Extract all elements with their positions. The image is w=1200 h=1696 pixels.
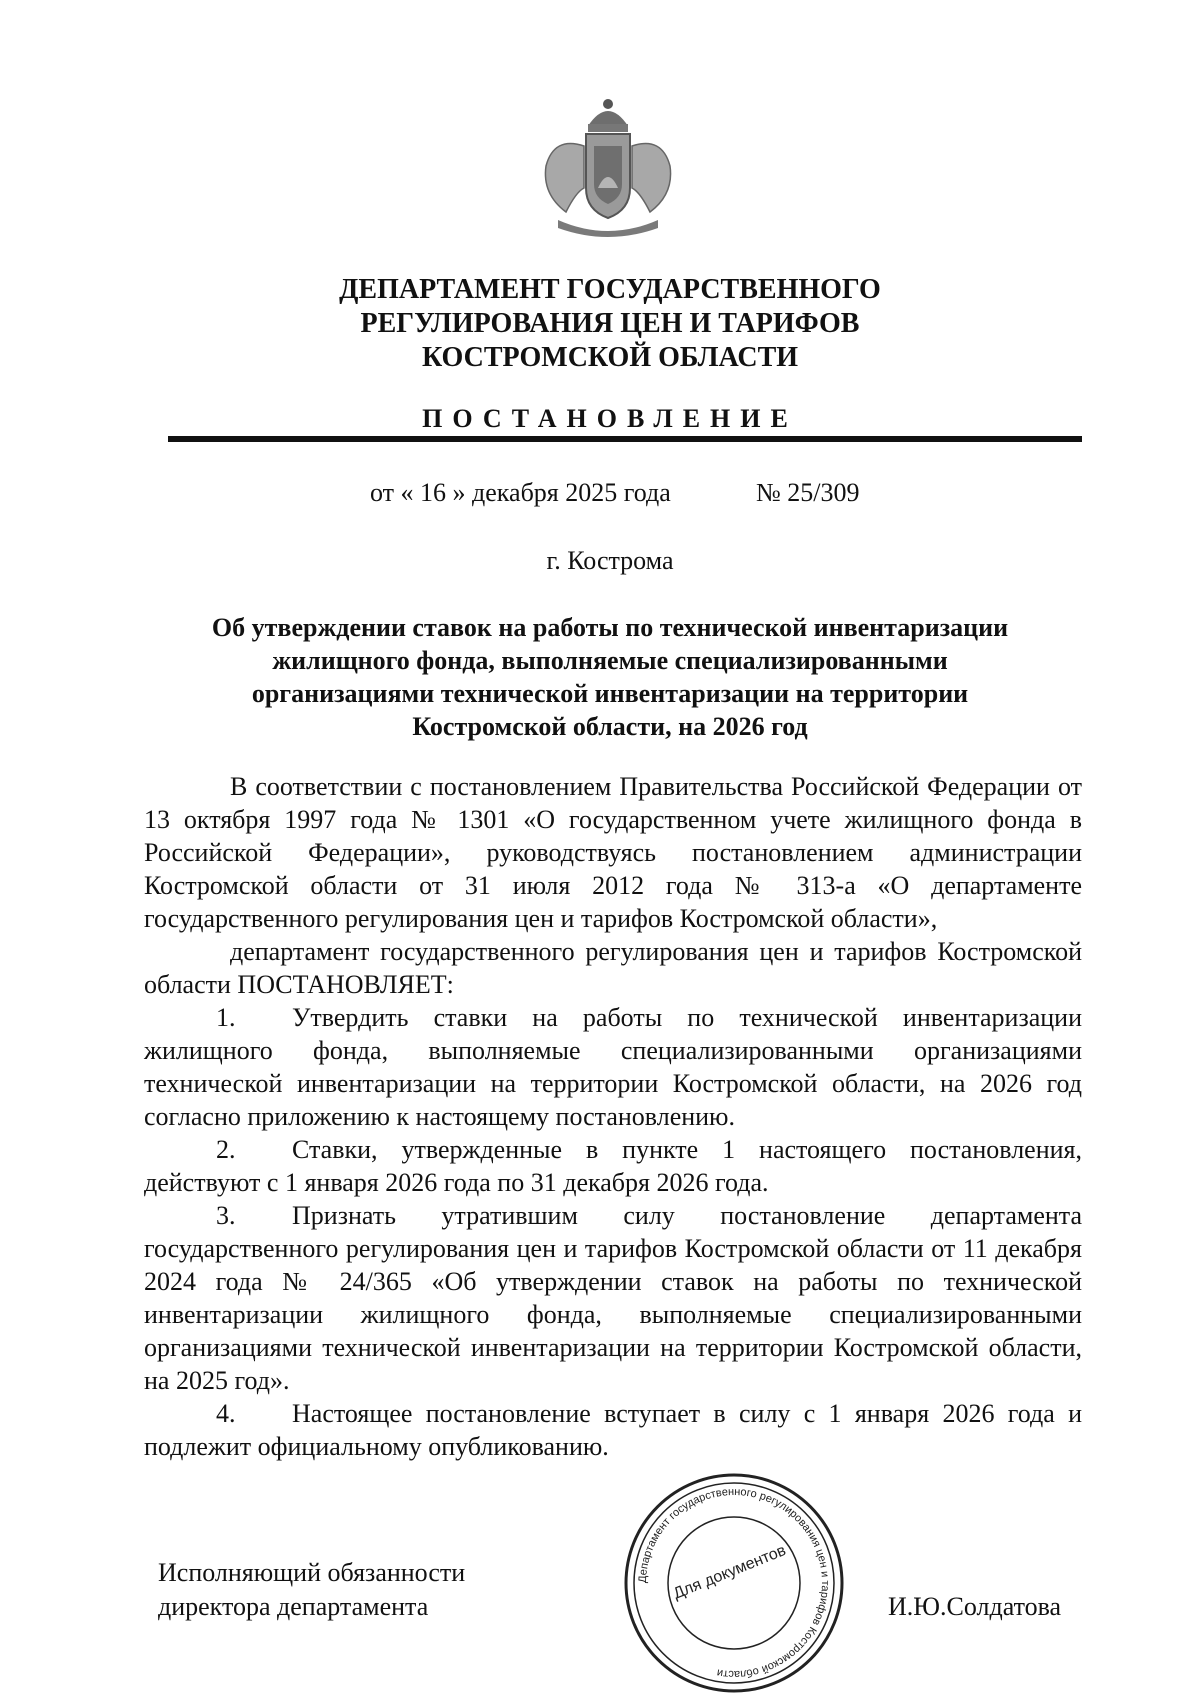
preamble-paragraph: В соответствии с постановлением Правительства Российской Федерации от 13 октября 1997 года № 1301 «О государственном учете жилищного фонда в Российской Федерации», руководствуясь постановлением администрации Костромской области от 31 июля 2012 года № 313-а «О департаменте государственного регулирования цен и тарифов Костромской области», bbox=[144, 772, 1082, 933]
seal-center-text: Для документов bbox=[670, 1542, 789, 1603]
signatory-position-line-1: Исполняющий обязанности bbox=[158, 1558, 466, 1587]
coat-of-arms-emblem bbox=[532, 96, 684, 238]
document-body bbox=[144, 770, 1082, 1463]
signatory-name: И.Ю.Солдатова bbox=[888, 1592, 1062, 1621]
document-type: ПОСТАНОВЛЕНИЕ bbox=[422, 404, 798, 433]
title-line-3: организациями технической инвентаризации на территории bbox=[251, 679, 969, 708]
document-city: г. Кострома bbox=[546, 546, 674, 575]
resolves-paragraph: департамент государственного регулирования цен и тарифов Костромской области ПОСТАНОВЛЯЕТ: bbox=[144, 937, 1082, 999]
item-text: Ставки, утвержденные в пункте 1 настоящего постановления, действуют с 1 января 2026 года по 31 декабря 2026 года. bbox=[144, 1135, 1082, 1197]
title-line-4: Костромской области, на 2026 год bbox=[412, 712, 808, 741]
item-number: 1. bbox=[216, 1003, 236, 1032]
item-text: Настоящее постановление вступает в силу с 1 января 2026 года и подлежит официальному опубликованию. bbox=[144, 1399, 1082, 1461]
svg-text:Департамент государственного р bbox=[637, 1486, 831, 1680]
title-line-1: Об утверждении ставок на работы по технической инвентаризации bbox=[211, 613, 1009, 642]
signatory-position-line-2: директора департамента bbox=[158, 1592, 429, 1621]
item-number: 4. bbox=[216, 1399, 236, 1428]
signatory-position bbox=[158, 1556, 465, 1624]
issuer-header bbox=[170, 273, 1050, 375]
resolution-item-2 bbox=[144, 1133, 1082, 1199]
svg-text:Для документов bbox=[671, 1542, 788, 1603]
resolution-item-4 bbox=[144, 1397, 1082, 1463]
seal-outer-text: Департамент государственного регулирования цен и тарифов Костромской области bbox=[636, 1485, 832, 1681]
document-date: от « 16 » декабря 2025 года bbox=[370, 478, 671, 507]
item-number: 3. bbox=[216, 1201, 236, 1230]
issuer-line-1: ДЕПАРТАМЕНТ ГОСУДАРСТВЕННОГО bbox=[339, 274, 881, 305]
item-text: Признать утратившим силу постановление департамента государственного регулирования цен и тарифов Костромской области от 11 декабря 2024 года № 24/365 «Об утверждении ставок на работы по технической инвентаризации жилищного фонда, выполняемые специализированными организациями технической инвентаризации на территории Костромской области, на 2025 год». bbox=[144, 1201, 1082, 1395]
header-divider bbox=[168, 436, 1082, 442]
resolution-item-3 bbox=[144, 1199, 1082, 1397]
official-seal-stamp bbox=[618, 1470, 850, 1696]
document-title bbox=[170, 611, 1050, 743]
resolution-item-1 bbox=[144, 1001, 1082, 1133]
title-line-2: жилищного фонда, выполняемые специализированными bbox=[272, 646, 948, 675]
document-number: № 25/309 bbox=[756, 478, 860, 507]
issuer-line-3: КОСТРОМСКОЙ ОБЛАСТИ bbox=[421, 342, 799, 373]
item-number: 2. bbox=[216, 1135, 236, 1164]
issuer-line-2: РЕГУЛИРОВАНИЯ ЦЕН И ТАРИФОВ bbox=[360, 308, 860, 339]
item-text: Утвердить ставки на работы по технической инвентаризации жилищного фонда, выполняемые специализированными организациями технической инвентаризации на территории Костромской области, на 2026 год согласно приложению к настоящему постановлению. bbox=[144, 1003, 1082, 1131]
